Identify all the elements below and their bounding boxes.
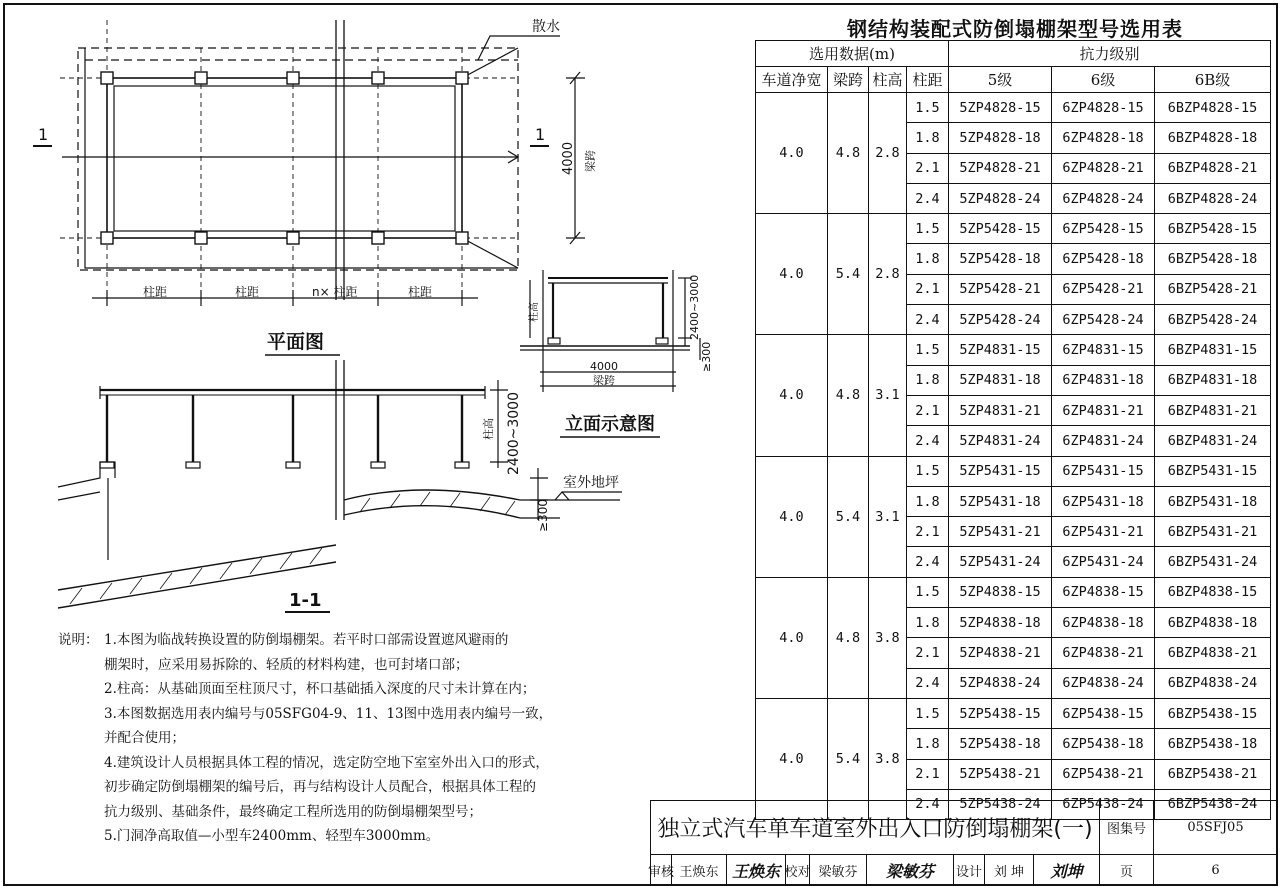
grade6-model-cell: 6ZP5428-15 [1052, 214, 1155, 244]
column-height-cell: 3.1 [869, 335, 907, 456]
grade6-model-cell: 6ZP4831-18 [1052, 365, 1155, 395]
grade5-model-cell: 5ZP5428-24 [949, 305, 1052, 335]
table-group-data: 选用数据(m) [756, 41, 949, 67]
grade5-model-cell: 5ZP4831-21 [949, 395, 1052, 425]
pitch-label-4: 柱距 [408, 285, 433, 299]
note-line: 1.本图为临战转换设置的防倒塌棚架。若平时口部需设置遮风避雨的 [104, 632, 509, 648]
plan-dim-4000: 4000 [561, 141, 576, 175]
grade5-model-cell: 5ZP4828-21 [949, 153, 1052, 183]
column-pitch-cell: 2.4 [907, 668, 949, 698]
grade5-model-cell: 5ZP4831-15 [949, 335, 1052, 365]
grade6-model-cell: 6ZP4831-15 [1052, 335, 1155, 365]
grade6b-model-cell: 6BZP4828-18 [1155, 123, 1271, 153]
table-title: 钢结构装配式防倒塌棚架型号选用表 [847, 17, 1183, 41]
grade5-model-cell: 5ZP5431-24 [949, 547, 1052, 577]
note-line: 抗力级别、基础条件，最终确定工程所选用的防倒塌棚架型号； [104, 803, 482, 820]
check-signature: 梁敏芬 [866, 854, 954, 886]
elevation-title: 立面示意图 [565, 414, 655, 435]
grade5-model-cell: 5ZP4838-24 [949, 668, 1052, 698]
grade6-model-cell: 6ZP4828-15 [1052, 93, 1155, 123]
column-pitch-cell: 1.8 [907, 244, 949, 274]
check-label: 校对 [785, 854, 810, 886]
column-pitch-cell: 2.4 [907, 426, 949, 456]
plan-column [456, 72, 468, 84]
table-header-cell: 柱距 [907, 67, 949, 93]
note-line: 初步确定防倒塌棚架的编号后，再与结构设计人员配合，根据具体工程的 [104, 779, 536, 795]
plan-title: 平面图 [267, 331, 325, 353]
grade6b-model-cell: 6BZP4838-21 [1155, 638, 1271, 668]
grade5-model-cell: 5ZP5428-15 [949, 214, 1052, 244]
column-height-cell: 3.8 [869, 577, 907, 698]
column-pitch-cell: 1.8 [907, 608, 949, 638]
grade5-model-cell: 5ZP4828-24 [949, 183, 1052, 213]
grade6b-model-cell: 6BZP5438-15 [1155, 698, 1271, 728]
note-line: 5.门洞净高取值—小型车2400mm、轻型车3000mm。 [104, 828, 440, 844]
grade6b-model-cell: 6BZP5428-21 [1155, 274, 1271, 304]
beam-span-cell: 4.8 [828, 577, 869, 698]
grade6b-model-cell: 6BZP5431-18 [1155, 486, 1271, 516]
grade6-model-cell: 6ZP4831-21 [1052, 395, 1155, 425]
grade5-model-cell: 5ZP4831-24 [949, 426, 1052, 456]
section-dim-300: ≥300 [536, 499, 550, 532]
lane-width-cell: 4.0 [756, 577, 828, 698]
column-height-cell: 3.1 [869, 456, 907, 577]
grade6b-model-cell: 6BZP4838-18 [1155, 608, 1271, 638]
grade6b-model-cell: 6BZP4831-24 [1155, 426, 1271, 456]
grade6-model-cell: 6ZP4828-18 [1052, 123, 1155, 153]
grade5-model-cell: 5ZP5438-21 [949, 759, 1052, 789]
column-pitch-cell: 1.8 [907, 365, 949, 395]
grade6b-model-cell: 6BZP5431-21 [1155, 517, 1271, 547]
elev-dim-300: ≥300 [700, 341, 713, 372]
design-name: 刘 坤 [984, 854, 1034, 886]
plan-column [287, 72, 299, 84]
grade6b-model-cell: 6BZP4828-21 [1155, 153, 1271, 183]
grade5-model-cell: 5ZP5438-18 [949, 729, 1052, 759]
plan-slab-edge [85, 48, 518, 268]
table-row [756, 577, 1271, 607]
grade6b-model-cell: 6BZP4838-15 [1155, 577, 1271, 607]
column-pitch-cell: 2.1 [907, 274, 949, 304]
lane-width-cell: 4.0 [756, 698, 828, 819]
note-line: 2.柱高：从基础顶面至柱顶尺寸，杯口基础插入深度的尺寸未计算在内； [104, 681, 536, 697]
grade6-model-cell: 6ZP4838-18 [1052, 608, 1155, 638]
plan-column [195, 232, 207, 244]
notes-lead: 说明： [58, 632, 99, 648]
review-name: 王焕东 [671, 854, 727, 886]
grade6-model-cell: 6ZP5438-24 [1052, 789, 1155, 819]
column-pitch-cell: 1.5 [907, 698, 949, 728]
column-pitch-cell: 1.8 [907, 729, 949, 759]
lane-width-cell: 4.0 [756, 456, 828, 577]
column-height-cell: 2.8 [869, 93, 907, 214]
beam-span-cell: 5.4 [828, 456, 869, 577]
section-view [58, 360, 622, 612]
section-dim-height-label: 柱高 [482, 418, 495, 440]
review-label: 审核 [650, 854, 672, 886]
grade6-model-cell: 6ZP4831-24 [1052, 426, 1155, 456]
grade5-model-cell: 5ZP5438-24 [949, 789, 1052, 819]
table-header-cell: 柱高 [869, 67, 907, 93]
grade6b-model-cell: 6BZP5431-15 [1155, 456, 1271, 486]
plan-column [456, 232, 468, 244]
plan-column [101, 72, 113, 84]
grade6-model-cell: 6ZP5431-18 [1052, 486, 1155, 516]
grade6b-model-cell: 6BZP4828-15 [1155, 93, 1271, 123]
note-line: 棚架时，应采用易拆除的、轻质的材料构建，也可封堵口部； [104, 656, 469, 673]
grade6-model-cell: 6ZP5438-21 [1052, 759, 1155, 789]
table-row [756, 456, 1271, 486]
grade6b-model-cell: 6BZP5438-18 [1155, 729, 1271, 759]
plan-view [33, 20, 585, 306]
grade5-model-cell: 5ZP5438-15 [949, 698, 1052, 728]
lane-width-cell: 4.0 [756, 93, 828, 214]
column-pitch-cell: 1.5 [907, 577, 949, 607]
table-row [756, 214, 1271, 244]
grade5-model-cell: 5ZP4838-21 [949, 638, 1052, 668]
grade6-model-cell: 6ZP4838-24 [1052, 668, 1155, 698]
grade5-model-cell: 5ZP5431-18 [949, 486, 1052, 516]
column-height-cell: 2.8 [869, 214, 907, 335]
grade6-model-cell: 6ZP4828-21 [1052, 153, 1155, 183]
lane-width-cell: 4.0 [756, 214, 828, 335]
table-row [756, 335, 1271, 365]
grade5-model-cell: 5ZP5431-15 [949, 456, 1052, 486]
design-label: 设计 [953, 854, 985, 886]
pitch-label-3: n× 柱距 [312, 285, 358, 299]
grade5-model-cell: 5ZP4828-18 [949, 123, 1052, 153]
elev-dim-4000: 4000 [590, 360, 618, 373]
beam-span-cell: 5.4 [828, 214, 869, 335]
grade5-model-cell: 5ZP5428-18 [949, 244, 1052, 274]
section-mark-left: 1 [38, 125, 49, 144]
grade6-model-cell: 6ZP5428-18 [1052, 244, 1155, 274]
table-header-cell: 5级 [949, 67, 1052, 93]
pitch-label-1: 柱距 [143, 285, 168, 299]
grade6b-model-cell: 6BZP5438-24 [1155, 789, 1271, 819]
grade6-model-cell: 6ZP5438-15 [1052, 698, 1155, 728]
grade6b-model-cell: 6BZP4831-21 [1155, 395, 1271, 425]
plan-dim-span-label: 梁跨 [584, 150, 597, 172]
grade6-model-cell: 6ZP5428-24 [1052, 305, 1155, 335]
grade6b-model-cell: 6BZP4828-24 [1155, 183, 1271, 213]
beam-span-cell: 4.8 [828, 335, 869, 456]
table-header-cell: 车道净宽 [756, 67, 828, 93]
lane-width-cell: 4.0 [756, 335, 828, 456]
table-header-cell: 6级 [1052, 67, 1155, 93]
note-line: 3.本图数据选用表内编号与05SFG04-9、11、13图中选用表内编号一致， [104, 705, 553, 722]
grade5-model-cell: 5ZP5428-21 [949, 274, 1052, 304]
grade6-model-cell: 6ZP5431-15 [1052, 456, 1155, 486]
plan-column [372, 232, 384, 244]
beam-span-cell: 5.4 [828, 698, 869, 819]
grade6-model-cell: 6ZP4838-21 [1052, 638, 1155, 668]
column-pitch-cell: 2.4 [907, 547, 949, 577]
design-signature: 刘坤 [1033, 854, 1100, 886]
column-pitch-cell: 2.1 [907, 638, 949, 668]
section-mark-right: 1 [535, 125, 546, 144]
column-pitch-cell: 1.5 [907, 335, 949, 365]
column-pitch-cell: 2.1 [907, 395, 949, 425]
table-row [756, 698, 1271, 728]
column-pitch-cell: 1.8 [907, 486, 949, 516]
grade6b-model-cell: 6BZP5428-24 [1155, 305, 1271, 335]
column-pitch-cell: 1.8 [907, 123, 949, 153]
review-signature: 王焕东 [726, 854, 786, 886]
section-title: 1-1 [289, 590, 322, 611]
table-group-level: 抗力级别 [949, 41, 1271, 67]
note-line: 4.建筑设计人员根据具体工程的情况，选定防空地下室室外出入口的形式， [104, 754, 549, 771]
elev-dim-span-label: 梁跨 [593, 374, 615, 387]
page-number: 6 [1153, 854, 1278, 886]
grade5-model-cell: 5ZP4838-15 [949, 577, 1052, 607]
column-pitch-cell: 2.4 [907, 789, 949, 819]
grade6b-model-cell: 6BZP4831-18 [1155, 365, 1271, 395]
column-pitch-cell: 1.5 [907, 93, 949, 123]
column-pitch-cell: 2.1 [907, 759, 949, 789]
table-header-cell: 6B级 [1155, 67, 1271, 93]
atlas-number: 05SFJ05 [1153, 800, 1278, 855]
column-pitch-cell: 2.1 [907, 153, 949, 183]
label-sanshui: 散水 [532, 19, 560, 35]
grade6-model-cell: 6ZP4828-24 [1052, 183, 1155, 213]
grade6b-model-cell: 6BZP5438-21 [1155, 759, 1271, 789]
grade5-model-cell: 5ZP4828-15 [949, 93, 1052, 123]
pitch-label-2: 柱距 [235, 285, 260, 299]
grade5-model-cell: 5ZP5431-21 [949, 517, 1052, 547]
grade6-model-cell: 6ZP5428-21 [1052, 274, 1155, 304]
elevation-view [520, 270, 700, 437]
grade6b-model-cell: 6BZP5428-18 [1155, 244, 1271, 274]
ground-label: 室外地坪 [563, 475, 619, 491]
selection-table [755, 40, 1271, 820]
elev-dim-height: 2400~3000 [688, 274, 701, 340]
table-header-cell: 梁跨 [828, 67, 869, 93]
table-row [756, 93, 1271, 123]
column-pitch-cell: 2.4 [907, 305, 949, 335]
grade6b-model-cell: 6BZP4831-15 [1155, 335, 1271, 365]
plan-column [101, 232, 113, 244]
check-name: 梁敏芬 [809, 854, 867, 886]
elev-dim-height-label: 柱高 [529, 302, 540, 322]
plan-beam-frame [107, 78, 462, 238]
grade6-model-cell: 6ZP5438-18 [1052, 729, 1155, 759]
grade6b-model-cell: 6BZP4838-24 [1155, 668, 1271, 698]
column-pitch-cell: 1.5 [907, 214, 949, 244]
drawing-title: 独立式汽车单车道室外出入口防倒塌棚架(一) [650, 800, 1100, 855]
plan-column [287, 232, 299, 244]
plan-column [195, 72, 207, 84]
atlas-label: 图集号 [1099, 800, 1154, 855]
grade5-model-cell: 5ZP4831-18 [949, 365, 1052, 395]
grade6-model-cell: 6ZP5431-21 [1052, 517, 1155, 547]
note-line: 并配合使用； [104, 730, 185, 746]
grade6b-model-cell: 6BZP5428-15 [1155, 214, 1271, 244]
plan-column [372, 72, 384, 84]
grade6-model-cell: 6ZP4838-15 [1052, 577, 1155, 607]
column-pitch-cell: 2.1 [907, 517, 949, 547]
column-height-cell: 3.8 [869, 698, 907, 819]
notes [58, 628, 658, 849]
grade6b-model-cell: 6BZP5431-24 [1155, 547, 1271, 577]
section-dim-height: 2400~3000 [506, 392, 522, 475]
title-block [650, 800, 1278, 886]
grade6-model-cell: 6ZP5431-24 [1052, 547, 1155, 577]
grade5-model-cell: 5ZP4838-18 [949, 608, 1052, 638]
column-pitch-cell: 2.4 [907, 183, 949, 213]
page-label: 页 [1099, 854, 1154, 886]
beam-span-cell: 4.8 [828, 93, 869, 214]
column-pitch-cell: 1.5 [907, 456, 949, 486]
